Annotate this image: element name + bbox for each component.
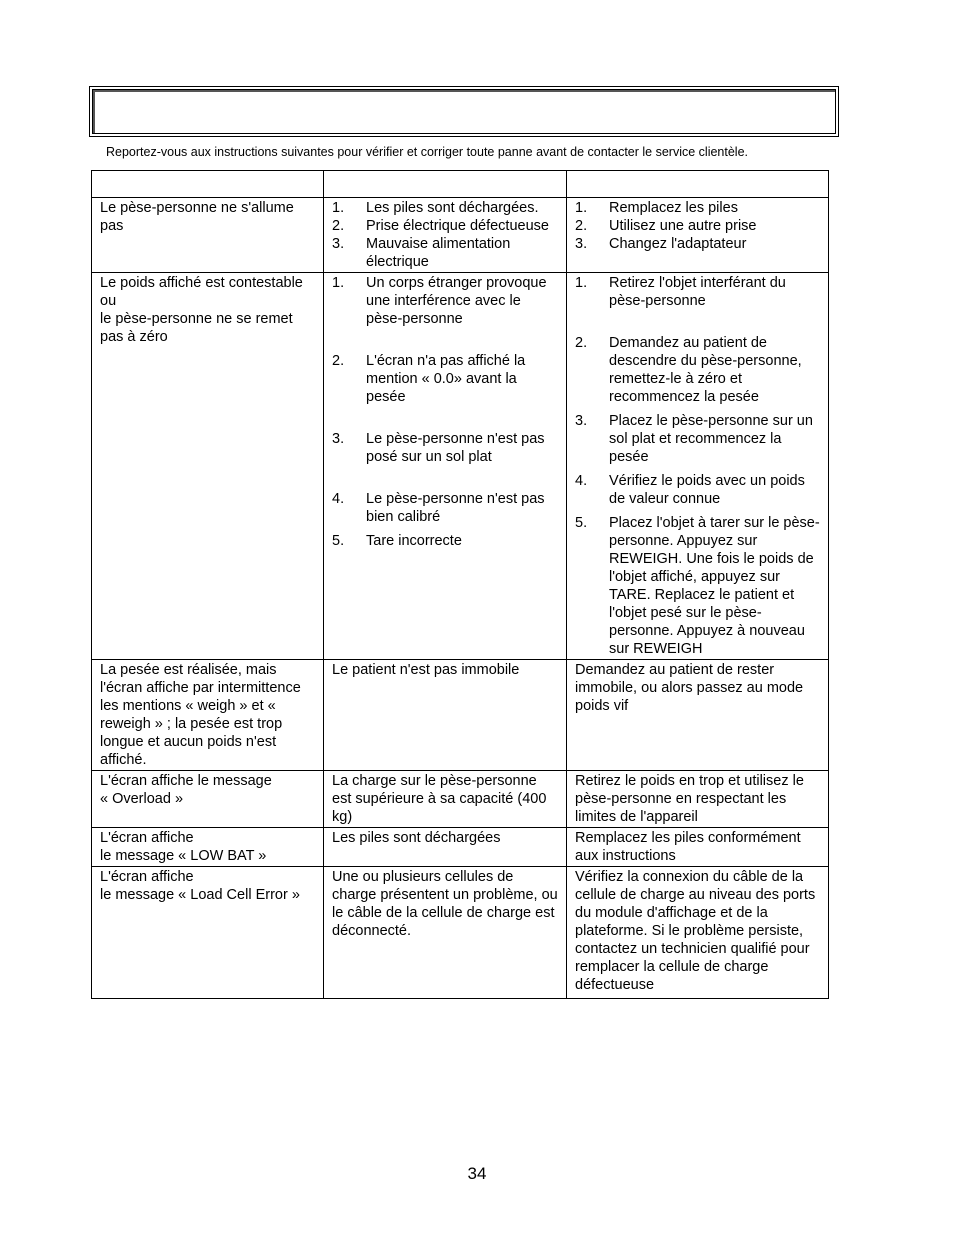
- list-item: [575, 412, 820, 466]
- item-text: Vérifiez le poids avec un poids de valeur connue: [609, 473, 805, 507]
- header-cause: [324, 171, 567, 198]
- list-item: [332, 199, 558, 217]
- header-problem: [92, 171, 324, 198]
- item-number: 3.: [575, 413, 588, 429]
- item-number: 2.: [332, 353, 345, 369]
- list-item: [332, 217, 558, 235]
- solution-cell: [567, 660, 829, 771]
- item-number: 1.: [575, 275, 588, 291]
- item-text: Utilisez une autre prise: [609, 218, 757, 234]
- item-text: Retirez l'objet interférant du pèse-personne: [609, 275, 786, 309]
- problem-text: La pesée est réalisée, mais l'écran affiche par intermittence les mentions « weigh » et « reweigh » ; la pesée est trop longue et aucun poids n'est affiché.: [100, 662, 301, 768]
- item-number: 2.: [575, 335, 588, 351]
- solution-cell: [567, 771, 829, 828]
- problem-cell: [92, 273, 324, 660]
- cause-cell: [324, 828, 567, 867]
- header-solution: [567, 171, 829, 198]
- solution-cell: [567, 828, 829, 867]
- solution-text: Demandez au patient de rester immobile, ou alors passez au mode poids vif: [575, 662, 804, 714]
- problem-line: le pèse-personne ne se remet pas à zéro: [100, 311, 293, 345]
- cause-text: La charge sur le pèse-personne est supérieure à sa capacité (400 kg): [332, 773, 547, 825]
- list-item: [332, 352, 558, 406]
- solution-cell: [567, 273, 829, 660]
- problem-line: « Overload »: [100, 791, 184, 807]
- cause-text: Les piles sont déchargées: [332, 830, 501, 846]
- solution-cell: [567, 867, 829, 999]
- problem-text: Le pèse-personne ne s'allume pas: [100, 200, 294, 234]
- cause-cell: [324, 771, 567, 828]
- cause-cell: [324, 273, 567, 660]
- problem-line: Le poids affiché est contestable ou: [100, 275, 303, 309]
- list-item: [575, 334, 820, 406]
- item-text: Tare incorrecte: [366, 533, 462, 549]
- table-row: [92, 828, 829, 867]
- problem-cell: [92, 771, 324, 828]
- item-number: 4.: [575, 473, 588, 489]
- list-item: [332, 532, 558, 550]
- solution-list: [575, 199, 820, 253]
- item-text: Placez le pèse-personne sur un sol plat et recommencez la pesée: [609, 413, 813, 465]
- cause-list: [332, 199, 558, 271]
- problem-line: L'écran affiche: [100, 869, 194, 885]
- item-number: 4.: [332, 491, 345, 507]
- cause-text: Une ou plusieurs cellules de charge présentent un problème, ou le câble de la cellule de charge est déconnecté.: [332, 869, 558, 939]
- list-item: [332, 274, 558, 328]
- item-number: 1.: [332, 275, 345, 291]
- page-number: 34: [467, 1164, 487, 1183]
- problem-line: L'écran affiche le message: [100, 773, 272, 789]
- item-number: 2.: [332, 218, 345, 234]
- item-text: L'écran n'a pas affiché la mention « 0.0» avant la pesée: [366, 353, 526, 405]
- problem-line: le message « Load Cell Error »: [100, 887, 300, 903]
- list-item: [575, 217, 820, 235]
- table-row: [92, 273, 829, 660]
- item-text: Mauvaise alimentation électrique: [366, 236, 511, 270]
- table-header-row: [92, 171, 829, 198]
- item-text: Demandez au patient de descendre du pèse-personne, remettez-le à zéro et recommencez la pesée: [609, 335, 802, 405]
- item-text: Les piles sont déchargées.: [366, 200, 539, 216]
- table-row: [92, 198, 829, 273]
- problem-cell: [92, 198, 324, 273]
- list-item: [575, 235, 820, 253]
- item-text: Placez l'objet à tarer sur le pèse-personne. Appuyez sur REWEIGH. Une fois le poids de l'objet affiché, appuyez sur TARE. Replacez le patient et l'objet pesé sur le pèse-personne. Appuyez à nouveau sur REWEIGH: [609, 515, 820, 657]
- cause-text: Le patient n'est pas immobile: [332, 662, 520, 678]
- table-row: [92, 660, 829, 771]
- intro-text: Reportez-vous aux instructions suivantes pour vérifier et corriger toute panne avant de contacter le service clientèle.: [106, 145, 748, 159]
- item-text: Remplacez les piles: [609, 200, 738, 216]
- item-number: 5.: [575, 515, 588, 531]
- item-number: 3.: [332, 431, 345, 447]
- problem-cell: [92, 867, 324, 999]
- list-item: [332, 235, 558, 271]
- item-number: 2.: [575, 218, 588, 234]
- item-text: Changez l'adaptateur: [609, 236, 747, 252]
- item-number: 5.: [332, 533, 345, 549]
- solution-cell: [567, 198, 829, 273]
- problem-cell: [92, 660, 324, 771]
- item-text: Le pèse-personne n'est pas posé sur un sol plat: [366, 431, 545, 465]
- list-item: [575, 472, 820, 508]
- problem-line: L'écran affiche: [100, 830, 194, 846]
- list-item: [575, 274, 820, 310]
- solution-text: Retirez le poids en trop et utilisez le pèse-personne en respectant les limites de l'appareil: [575, 773, 804, 825]
- list-item: [332, 490, 558, 526]
- table-row: [92, 867, 829, 999]
- solution-list: [575, 274, 820, 658]
- list-item: [575, 199, 820, 217]
- item-number: 1.: [575, 200, 588, 216]
- item-text: Un corps étranger provoque une interférence avec le pèse-personne: [366, 275, 547, 327]
- cause-cell: [324, 660, 567, 771]
- item-number: 3.: [332, 236, 345, 252]
- cause-cell: [324, 867, 567, 999]
- item-number: 1.: [332, 200, 345, 216]
- solution-text: Vérifiez la connexion du câble de la cellule de charge au niveau des ports du module d'affichage et de la plateforme. Si le problème persiste, contactez un technicien qualifié pour remplacer la cellule de charge défectueuse: [575, 869, 816, 993]
- troubleshooting-table: [91, 170, 829, 999]
- problem-cell: [92, 828, 324, 867]
- list-item: [575, 514, 820, 658]
- item-number: 3.: [575, 236, 588, 252]
- cause-cell: [324, 198, 567, 273]
- list-item: [332, 430, 558, 466]
- cause-list: [332, 274, 558, 550]
- item-text: Prise électrique défectueuse: [366, 218, 549, 234]
- problem-line: le message « LOW BAT »: [100, 848, 267, 864]
- table-row: [92, 771, 829, 828]
- section-title-box: [89, 86, 839, 137]
- item-text: Le pèse-personne n'est pas bien calibré: [366, 491, 545, 525]
- solution-text: Remplacez les piles conformément aux instructions: [575, 830, 801, 864]
